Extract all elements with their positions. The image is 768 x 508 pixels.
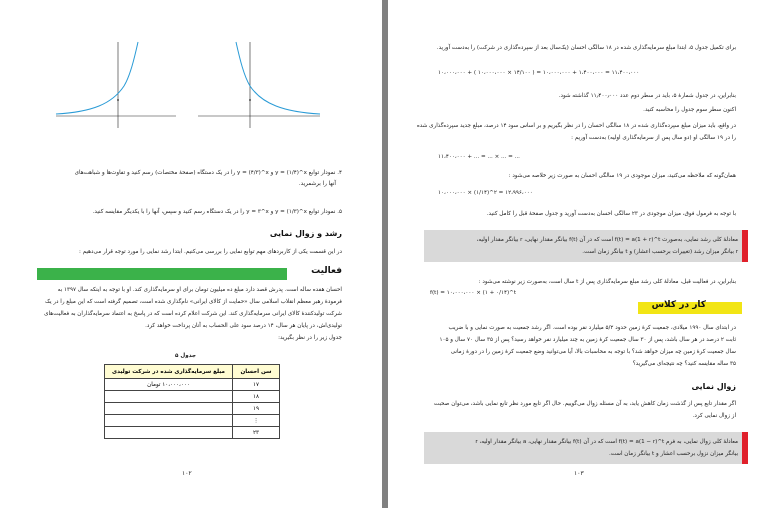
class-p2: ثابت ۲ درصد در هر سال باشد، پس از ۳۰ سال جمعیت کرهٔ زمین به چند میلیارد نفر خواهد رسید؟ پس از ۳۵ سال ۷۰ سال و ۱۰۵ xyxy=(439,337,736,343)
decay-curve-graph xyxy=(194,38,324,130)
right-p4: در واقع، باید میزان مبلغ سپرده‌گذاری شده در ۱۸ سالگی احسان را در نظر بگیریم و بر اساس سود ۱۴ درصد، مبلغ جدید سپرده‌گذاری شده xyxy=(416,123,736,129)
right-p5: را در ۱۹ سالگی او (دو سال پس از سرمایه‌گذاری اولیه) به‌دست آوریم : xyxy=(571,135,736,141)
growth-formula-line-2: r بیانگر میزان رشد (تغییرات برحسب اعشار) و t بیانگر زمان است. xyxy=(582,249,738,255)
exercise-4: ۴. نمودار توابع y = (۱/۴)^x و y = (۴/۳)^x را در یک دستگاه (صفحهٔ مختصات) رسم کنید و تفاوت‌ها و شباهت‌های xyxy=(74,170,342,176)
class-work-title: کار در کلاس xyxy=(651,300,706,310)
activity-p1: احسان هفده ساله است. پدرش قصد دارد مبلغ ده میلیون تومان برای او سرمایه‌گذاری کند. او با توجه به اینکه سال ۱۳۹۷ به xyxy=(57,287,342,293)
table-cell: ⋮ xyxy=(233,415,280,427)
right-page xyxy=(388,0,768,508)
activity-p4: تولیدی‌اش، در پایان هر سال، ۱۴ درصد سود علی الحساب به آنان پرداخت خواهد کرد. xyxy=(145,323,342,329)
growth-curve-graph xyxy=(52,38,178,130)
activity-title: فعالیت xyxy=(311,266,342,276)
table-cell xyxy=(105,415,233,427)
table-row xyxy=(105,379,280,391)
table-row xyxy=(105,403,280,415)
decay-formula-box xyxy=(424,432,748,464)
table-cell: ۱۹ xyxy=(233,403,280,415)
formula-3: ۱۰،۰۰۰،۰۰۰ × (۱/۱۴)^۲ = ۱۲،۹۹۶،۰۰۰ xyxy=(438,190,533,196)
activity-bar xyxy=(37,268,287,280)
class-p1: در ابتدای سال ۱۹۹۰ میلادی، جمعیت کرهٔ زمین حدود ۵/۲ میلیارد نفر بوده است. اگر رشد جمعیت به صورت نمایی و با ضریب xyxy=(448,325,736,331)
table-row xyxy=(105,415,280,427)
section-title: رشد و زوال نمایی xyxy=(269,229,342,238)
section-intro: در این قسمت یکی از کاربردهای مهم توابع نمایی را بررسی می‌کنیم. ابتدا رشد نمایی را مورد توجه قرار می‌دهیم : xyxy=(79,249,342,255)
formula-2: ۱۱،۴۰۰،۰۰۰ + ... = ... × ... = ... xyxy=(438,154,520,160)
table-cell xyxy=(105,403,233,415)
right-p6: همان‌گونه که ملاحظه می‌کنید، میزان موجودی در ۱۹ سالگی احسان به صورت زیر خلاصه می‌شود : xyxy=(508,173,736,179)
decay-formula-line-1: معادلهٔ کلی زوال نمایی، به فرم f(t) = a(1 − r)^t است که در آن f(t) بیانگر مقدار نهایی، a بیانگر مقدار اولیه، r xyxy=(475,439,738,445)
left-page xyxy=(0,0,382,508)
table-header: مبلغ سرمایه‌گذاری شده در شرکت تولیدی xyxy=(105,365,233,379)
decay-p2: از زوال نمایی کرد. xyxy=(692,413,736,419)
table-cell xyxy=(105,427,233,439)
decay-formula-line-2: بیانگر میزان نزول برحسب اعشار و t بیانگر زمان است. xyxy=(608,451,738,457)
table-cell: ۱۷ xyxy=(233,379,280,391)
table-row xyxy=(105,391,280,403)
activity-p5: جدول زیر را در نظر بگیرید: xyxy=(278,335,342,341)
investment-table xyxy=(104,364,280,439)
table-cell: ۱۰،۰۰۰،۰۰۰ تومان xyxy=(105,379,233,391)
exercise-5: ۵. نمودار توابع y = (۱/۳)^x و y = ۳^x را در یک دستگاه رسم کنید و سپس، آنها را با یکدیگر مقایسه کنید. xyxy=(92,209,342,215)
activity-p3: شرکت تولیدکنندهٔ کالای ایرانی سرمایه‌گذاری کند. این شرکت اعلام کرده است که در پاسخ به اعتماد سرمایه‌گذاران به فعالیت‌های xyxy=(44,311,342,317)
table-cell: ۱۸ xyxy=(233,391,280,403)
growth-formula-line-1: معادلهٔ کلی رشد نمایی، به‌صورت f(t) = a(1 + r)^t است که در آن f(t) بیانگر مقدار نهایی، r بیانگر مقدار اولیه، xyxy=(476,237,738,243)
table-header-row xyxy=(105,365,280,379)
formula-4: f(t) = ۱۰،۰۰۰،۰۰۰ × (۱ + ۰/۱۴)^t xyxy=(430,290,517,296)
table-cell: ۲۳ xyxy=(233,427,280,439)
page-number-left: ۱۰۲ xyxy=(182,470,192,477)
right-p2: بنابراین، در جدول شمارهٔ ۵، باید در سطر دوم عدد ۱۱٫۴۰۰٫۰۰۰ گذاشته شود. xyxy=(558,93,736,99)
activity-p2: فرمودهٔ رهبر معظم انقلاب اسلامی سال «حمایت از کالای ایرانی» نام‌گذاری شده است، تصمیم گرفته است که این مبلغ را در یک xyxy=(44,299,342,305)
right-p1: برای تکمیل جدول ۵، ابتدا مبلغ سرمایه‌گذاری شده در ۱۸ سالگی احسان (یک‌سال بعد از سپرده‌گذاری در شرکت) را به‌دست آورید. xyxy=(436,45,736,51)
class-p4: ۳۵ ساله مقایسه کنید؟ چه نتیجه‌ای می‌گیرید؟ xyxy=(632,361,736,367)
table-header: سن احسان xyxy=(233,365,280,379)
class-p3: سال جمعیت کرهٔ زمین چه میزان خواهد شد؟ با توجه به محاسبات بالا، آیا می‌توانید وضع جمعیت کرهٔ زمین را در دورهٔ زمانی xyxy=(450,349,736,355)
decay-p1: اگر مقدار تابع پس از گذشت زمان کاهش یابد، به آن مسئله زوال می‌گوییم. حال اگر تابع مورد نظر تابع نمایی باشد، می‌توان صحبت xyxy=(433,401,736,407)
decay-title: زوال نمایی xyxy=(691,382,736,391)
page-number-right: ۱۰۳ xyxy=(574,470,584,477)
formula-1: ۱۰،۰۰۰،۰۰۰ + ( ۱۰،۰۰۰،۰۰۰ × ۱۴/۱۰۰ ) = ۱۰،۰۰۰،۰۰۰ + ۱،۴۰۰،۰۰۰ = ۱۱،۴۰۰،۰۰۰ xyxy=(438,70,640,76)
growth-formula-box xyxy=(424,230,748,262)
table-caption: جدول ۵ xyxy=(175,353,196,359)
right-p8: بنابراین، در فعالیت قبل، معادلهٔ کلی رشد مبلغ سرمایه‌گذاری پس از t سال است، به‌صورت زیر نوشته می‌شود : xyxy=(478,279,736,285)
right-p7: با توجه به فرمول فوق، میزان موجودی در ۲۳ سالگی احسان به‌دست آورید و جدول صفحهٔ قبل را کامل کنید. xyxy=(486,211,736,217)
table-cell xyxy=(105,391,233,403)
table-row xyxy=(105,427,280,439)
right-p3: اکنون سطر سوم جدول را محاسبه کنید. xyxy=(643,107,736,113)
exercise-4-cont: آنها را برشمرید. xyxy=(298,181,336,187)
